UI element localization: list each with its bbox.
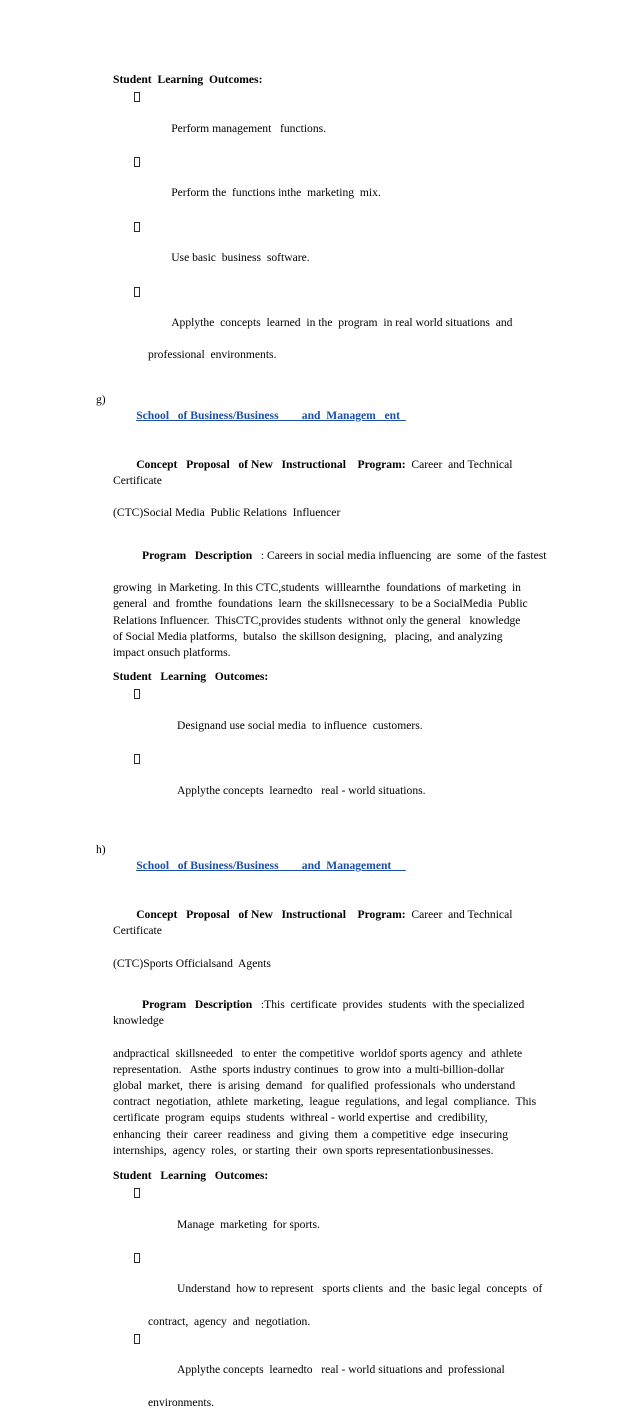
list-item-text: Applythe concepts learnedto real - world situations. [176, 783, 426, 797]
certificate-title-line: (CTC)Social Media Public Relations Influencer [113, 506, 341, 520]
program-description-line: of Social Media platforms, butalso the skillson designing, placing, and analyzing [113, 629, 503, 643]
list-item-continuation: professional environments. [148, 348, 277, 362]
program-description-text: :This certificate provides students with the specialized knowledge [113, 997, 531, 1028]
slo-heading: Student Learning Outcomes: [113, 73, 263, 86]
slo-heading: Student Learning Outcomes: [113, 670, 269, 684]
list-item-text: Applythe concepts learned in the program in real world situations and [171, 316, 513, 330]
section-g [96, 376, 565, 815]
missing-glyph-bullet-icon [134, 222, 140, 232]
document-content [96, 72, 565, 1411]
program-description-line: impact onsuch platforms. [113, 645, 231, 659]
program-description-line: growing in Marketing. In this CTC,students willlearnthe foundations of marketing in [113, 581, 521, 595]
school-link[interactable]: School of Business/Business and Managem ent [136, 409, 406, 423]
program-description-text: : Careers in social media influencing are some of the fastest [252, 548, 547, 562]
list-item-text: Perform management functions. [171, 121, 327, 135]
missing-glyph-bullet-icon [134, 1334, 140, 1344]
list-item-text: Applythe concepts learnedto real - world situations and professional [176, 1363, 505, 1377]
list-item-text: Manage marketing for sports. [176, 1217, 320, 1231]
program-description-line: enhancing their career readiness and giving them a competitive edge insecuring [113, 1127, 509, 1141]
list-item [113, 218, 565, 283]
program-description-line: internships, agency roles, or starting their own sports representationbusinesses. [113, 1143, 494, 1157]
program-description-line: certificate program equips students withreal - world expertise and credibility, [113, 1111, 488, 1125]
program-description-line: global market, there is arising demand for qualified professionals who understand [113, 1078, 516, 1092]
program-description-line: Relations Influencer. ThisCTC,provides students withnot only the general knowledge [113, 613, 521, 627]
program-description-line: andpractical skillsneeded to enter the competitive worldof sports agency and athlete [113, 1046, 523, 1060]
program-description-label: Program Description [141, 997, 253, 1011]
school-link[interactable]: School of Business/Business and Management [136, 859, 406, 873]
concept-proposal-line [113, 440, 565, 505]
list-item [113, 283, 565, 348]
missing-glyph-bullet-icon [134, 1253, 140, 1263]
program-description-line: representation. Asthe sports industry continues to grow into a multi-billion-dollar [113, 1062, 505, 1076]
list-item-continuation: environments. [148, 1395, 215, 1409]
program-description-line [113, 531, 565, 580]
concept-proposal-label: Concept Proposal of New Instructional Program: [136, 907, 406, 921]
missing-glyph-bullet-icon [134, 92, 140, 102]
missing-glyph-bullet-icon [134, 287, 140, 297]
section-marker: h) [96, 843, 106, 857]
list-item [113, 750, 565, 815]
slo-block-h [113, 1168, 565, 1411]
list-item-text: Use basic business software. [171, 251, 310, 265]
program-description-line [113, 981, 565, 1046]
concept-proposal-label: Concept Proposal of New Instructional Program: [136, 457, 406, 471]
concept-proposal-line [113, 891, 565, 956]
slo-block-g [113, 669, 565, 815]
section-marker: g) [96, 392, 106, 406]
list-item [113, 153, 565, 218]
section-heading [96, 826, 565, 891]
missing-glyph-bullet-icon [134, 689, 140, 699]
program-description-g [113, 531, 565, 661]
list-item [113, 685, 565, 750]
certificate-title-line: (CTC)Sports Officialsand Agents [113, 956, 271, 970]
program-description-line: contract negotiation, athlete marketing, league regulations, and legal compliance. This [113, 1095, 537, 1109]
missing-glyph-bullet-icon [134, 1188, 140, 1198]
program-description-line: general and fromthe foundations learn the skillsnecessary to be a SocialMedia Public [113, 597, 528, 611]
missing-glyph-bullet-icon [134, 754, 140, 764]
missing-glyph-bullet-icon [134, 157, 140, 167]
list-item [113, 88, 565, 153]
list-item [113, 1330, 565, 1395]
program-description-label: Program Description [141, 548, 253, 562]
list-item-continuation: contract, agency and negotiation. [148, 1314, 311, 1328]
slo-heading: Student Learning Outcomes: [113, 1169, 269, 1182]
slo-block-top [113, 72, 565, 364]
list-item-text: Understand how to represent sports clients and the basic legal concepts of [176, 1282, 543, 1296]
list-item [113, 1184, 565, 1249]
concept-proposal-text: Career and Technical Certificate [113, 457, 519, 487]
program-description-h [113, 981, 565, 1159]
concept-proposal-text: Career and Technical Certificate [113, 907, 519, 938]
section-h [96, 826, 565, 1411]
list-item-text: Designand use social media to influence customers. [176, 718, 423, 732]
section-heading [96, 376, 565, 441]
list-item [113, 1249, 565, 1314]
list-item-text: Perform the functions inthe marketing mix. [171, 186, 381, 200]
